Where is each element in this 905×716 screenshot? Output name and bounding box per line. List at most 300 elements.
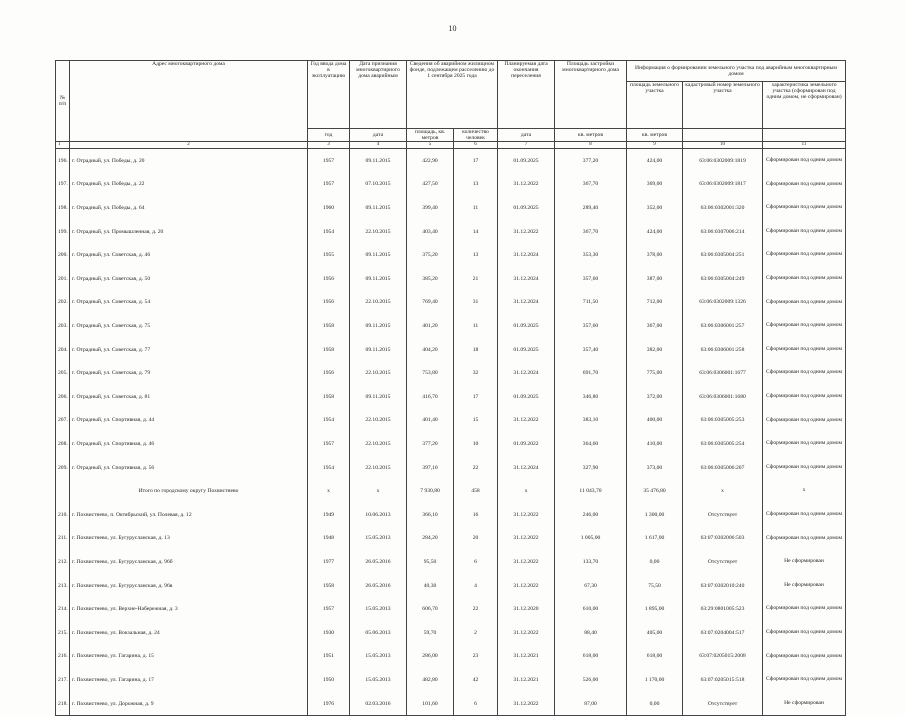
cell-address: Итого по городскому округу Похвистнево <box>70 479 308 503</box>
table-row <box>56 668 846 692</box>
cell-year-built: 1951 <box>308 645 350 669</box>
table-row <box>56 196 846 220</box>
cell-land-characteristic: Сформирован под одним домом <box>763 149 846 173</box>
cell-year-built: 1958 <box>308 385 350 409</box>
cell-address: г. Отрадный, ул. Советская, д. 54 <box>70 291 308 315</box>
cell-row-number: 218. <box>56 692 70 716</box>
cell-date-emergency: 09.11.2015 <box>350 314 407 338</box>
cell-row-number: 213. <box>56 574 70 598</box>
cell-date-emergency: 09.11.2015 <box>350 149 407 173</box>
cell-year-built: 1957 <box>308 149 350 173</box>
cell-people-count: 14 <box>454 220 498 244</box>
cell-year-built: 1956 <box>308 291 350 315</box>
colnum-3: 3 <box>308 142 350 149</box>
cell-year-built: 1958 <box>308 314 350 338</box>
cell-land-area: 712,00 <box>627 291 683 315</box>
cell-year-built: 1954 <box>308 456 350 480</box>
cell-planned-date: 01.09.2025 <box>498 314 555 338</box>
cell-address: г. Похвистнево, ул. Верхне-Набережная, д. 3 <box>70 597 308 621</box>
unit-people: количество человек <box>454 129 498 142</box>
cell-land-characteristic: Не сформирован <box>763 692 846 716</box>
cell-land-characteristic: Сформирован под одним домом <box>763 267 846 291</box>
cell-row-number: 200. <box>56 243 70 267</box>
cell-area-sqm: 606,70 <box>407 597 454 621</box>
cell-planned-date: 01.09.2025 <box>498 338 555 362</box>
unit-empty-11 <box>763 129 846 142</box>
cell-date-emergency: 09.11.2015 <box>350 243 407 267</box>
cell-land-area: 367,00 <box>627 314 683 338</box>
cell-date-emergency: 07.10.2015 <box>350 173 407 197</box>
cell-cadastral-number: 63:06:0302009:1326 <box>683 291 763 315</box>
cell-land-area: 0,00 <box>627 692 683 716</box>
cell-area-sqm: 482,80 <box>407 668 454 692</box>
cell-planned-date: 31.12.2024 <box>498 456 555 480</box>
cell-building-area: 377,20 <box>555 149 627 173</box>
colnum-7: 7 <box>498 142 555 149</box>
cell-year-built: 1950 <box>308 668 350 692</box>
cell-address: г. Отрадный, ул. Победы, д. 64 <box>70 196 308 220</box>
header-land-area: площадь земельного участка <box>627 82 683 129</box>
cell-year-built: 1954 <box>308 409 350 433</box>
table-row <box>56 550 846 574</box>
cell-people-count: 10 <box>454 432 498 456</box>
cell-people-count: 13 <box>454 243 498 267</box>
cell-year-built: 1956 <box>308 267 350 291</box>
cell-building-area: 526,00 <box>555 668 627 692</box>
cell-land-characteristic: Сформирован под одним домом <box>763 361 846 385</box>
cell-cadastral-number: 63:06:0305004:251 <box>683 243 763 267</box>
cell-building-area: 346,80 <box>555 385 627 409</box>
cell-planned-date: 31.12.2024 <box>498 243 555 267</box>
cell-address: г. Похвистнево, ул. Бугурусланская, д. 96б <box>70 550 308 574</box>
cell-address: г. Похвистнево, ул. Дорожная, д. 9 <box>70 692 308 716</box>
cell-building-area: 87,00 <box>555 692 627 716</box>
cell-address: г. Отрадный, ул. Победы, д. 22 <box>70 173 308 197</box>
cell-building-area: 711,50 <box>555 291 627 315</box>
cell-year-built: 1977 <box>308 550 350 574</box>
header-land-info: Информация о формировании земельного участка под аварийным многоквартирным домом <box>627 61 846 82</box>
header-housing-info: Сведения об аварийном жилищном фонде, подлежащем расселению до 1 сентября 2025 года <box>407 61 498 129</box>
cell-address: г. Отрадный, ул. Спортивная, д. 46 <box>70 432 308 456</box>
colnum-4: 4 <box>350 142 407 149</box>
cell-land-area: 352,00 <box>627 196 683 220</box>
cell-area-sqm: 101,60 <box>407 692 454 716</box>
cell-land-characteristic: Сформирован под одним домом <box>763 645 846 669</box>
cell-land-characteristic: Сформирован под одним домом <box>763 597 846 621</box>
cell-year-built: 1948 <box>308 527 350 551</box>
cell-row-number: 203. <box>56 314 70 338</box>
cell-area-sqm: 401,20 <box>407 314 454 338</box>
cell-row-number: 207. <box>56 409 70 433</box>
cell-year-built: 1956 <box>308 361 350 385</box>
cell-cadastral-number: Отсутствует <box>683 503 763 527</box>
header-cadastral: кадастровый номер земельного участка <box>683 82 763 129</box>
cell-land-area: 400,00 <box>627 409 683 433</box>
table-row <box>56 291 846 315</box>
cell-address: г. Отрадный, ул. Победы, д. 20 <box>70 149 308 173</box>
cell-row-number: 208. <box>56 432 70 456</box>
cell-land-characteristic: Сформирован под одним домом <box>763 314 846 338</box>
header-land-char: характеристика земельного участка (сформирован под одним домом, не сформирован) <box>763 82 846 129</box>
table-row-total <box>56 479 846 503</box>
table-row <box>56 597 846 621</box>
cell-land-characteristic: Не сформирован <box>763 574 846 598</box>
cell-land-characteristic: Сформирован под одним домом <box>763 196 846 220</box>
cell-date-emergency: 09.11.2015 <box>350 196 407 220</box>
table-row <box>56 314 846 338</box>
cell-planned-date: 31.12.2022 <box>498 621 555 645</box>
cell-planned-date: 31.12.2022 <box>498 173 555 197</box>
cell-cadastral-number: 63:06:0305005:254 <box>683 432 763 456</box>
cell-date-emergency: 22.10.2015 <box>350 409 407 433</box>
cell-building-area: 618,00 <box>555 645 627 669</box>
header-date-emergency: Дата признания многоквартирного дома аварийным <box>350 61 407 129</box>
unit-empty-10 <box>683 129 763 142</box>
cell-people-count: 11 <box>454 196 498 220</box>
table-row <box>56 361 846 385</box>
cell-cadastral-number: 63:06:0302001:320 <box>683 196 763 220</box>
column-numbers-row <box>56 142 846 149</box>
cell-row-number: 204. <box>56 338 70 362</box>
cell-cadastral-number: x <box>683 479 763 503</box>
cell-date-emergency: 22.10.2015 <box>350 291 407 315</box>
cell-land-area: 0,00 <box>627 550 683 574</box>
cell-area-sqm: 377,20 <box>407 432 454 456</box>
cell-planned-date: 31.12.2024 <box>498 291 555 315</box>
unit-sqm-2: кв. метров <box>627 129 683 142</box>
unit-area: площадь, кв. метров <box>407 129 454 142</box>
cell-row-number: 202. <box>56 291 70 315</box>
cell-date-emergency: 10.06.2013 <box>350 503 407 527</box>
cell-land-area: 424,00 <box>627 220 683 244</box>
cell-land-area: 382,00 <box>627 338 683 362</box>
cell-land-characteristic: Сформирован под одним домом <box>763 432 846 456</box>
cell-building-area: 289,40 <box>555 196 627 220</box>
cell-address: г. Похвистнево, п. Октябрьский, ул. Полевая, д. 12 <box>70 503 308 527</box>
cell-planned-date: 31.12.2022 <box>498 409 555 433</box>
cell-area-sqm: 769,40 <box>407 291 454 315</box>
unit-date-2: дата <box>498 129 555 142</box>
cell-planned-date: 31.12.2024 <box>498 361 555 385</box>
cell-people-count: 4 <box>454 574 498 598</box>
cell-row-number: 198. <box>56 196 70 220</box>
cell-people-count: 6 <box>454 692 498 716</box>
cell-address: г. Отрадный, ул. Советская, д. 75 <box>70 314 308 338</box>
cell-land-characteristic: x <box>763 479 846 503</box>
table-row <box>56 267 846 291</box>
table-row <box>56 243 846 267</box>
table-row <box>56 621 846 645</box>
cell-year-built: 1930 <box>308 621 350 645</box>
table-row <box>56 385 846 409</box>
cell-address: г. Отрадный, ул. Спортивная, д. 56 <box>70 456 308 480</box>
cell-land-area: 1 617,00 <box>627 527 683 551</box>
cell-date-emergency: 22.10.2015 <box>350 432 407 456</box>
cell-planned-date: 01.09.2025 <box>498 149 555 173</box>
cell-cadastral-number: 63:06:0302009:1817 <box>683 173 763 197</box>
unit-sqm: кв. метров <box>555 129 627 142</box>
cell-building-area: 357,60 <box>555 314 627 338</box>
cell-land-characteristic: Сформирован под одним домом <box>763 291 846 315</box>
header-year-built: Год ввода дома в эксплуатацию <box>308 61 350 129</box>
cell-planned-date: 31.12.2022 <box>498 220 555 244</box>
cell-address: г. Отрадный, ул. Советская, д. 77 <box>70 338 308 362</box>
cell-land-area: 1 170,00 <box>627 668 683 692</box>
cell-planned-date: 31.12.2022 <box>498 692 555 716</box>
cell-cadastral-number: 63:29:0801005:523 <box>683 597 763 621</box>
cell-land-characteristic: Сформирован под одним домом <box>763 338 846 362</box>
cell-planned-date: 31.12.2022 <box>498 550 555 574</box>
cell-date-emergency: 22.10.2015 <box>350 220 407 244</box>
cell-cadastral-number: 63:06:0305005:253 <box>683 409 763 433</box>
cell-cadastral-number: 63:07:0302006:503 <box>683 527 763 551</box>
cell-date-emergency: 09.11.2015 <box>350 385 407 409</box>
cell-area-sqm: 403,40 <box>407 220 454 244</box>
cell-cadastral-number: Отсутствует <box>683 550 763 574</box>
cell-address: г. Похвистнево, ул. Бугурусланская, д. 13 <box>70 527 308 551</box>
cell-building-area: 246,00 <box>555 503 627 527</box>
cell-building-area: 11 043,70 <box>555 479 627 503</box>
cell-building-area: 691,70 <box>555 361 627 385</box>
cell-people-count: 17 <box>454 385 498 409</box>
cell-address: г. Отрадный, ул. Советская, д. 81 <box>70 385 308 409</box>
cell-date-emergency: 15.05.2013 <box>350 645 407 669</box>
cell-land-characteristic: Сформирован под одним домом <box>763 621 846 645</box>
cell-year-built: 1955 <box>308 243 350 267</box>
cell-area-sqm: 286,00 <box>407 645 454 669</box>
cell-area-sqm: 399,40 <box>407 196 454 220</box>
cell-area-sqm: 284,20 <box>407 527 454 551</box>
cell-date-emergency: 09.11.2015 <box>350 338 407 362</box>
cell-land-area: 775,00 <box>627 361 683 385</box>
unit-year: год <box>308 129 350 142</box>
cell-building-area: 364,60 <box>555 432 627 456</box>
cell-address: г. Похвистнево, ул. Бугурусланская, д. 96в <box>70 574 308 598</box>
cell-building-area: 367,70 <box>555 220 627 244</box>
table-row <box>56 173 846 197</box>
cell-planned-date: 31.12.2022 <box>498 503 555 527</box>
cell-planned-date: 31.12.2022 <box>498 574 555 598</box>
cell-cadastral-number: 63:07:0205015:518 <box>683 668 763 692</box>
table-row <box>56 220 846 244</box>
table-row <box>56 409 846 433</box>
cell-date-emergency: 15.05.2013 <box>350 527 407 551</box>
cell-planned-date: 01.09.2025 <box>498 385 555 409</box>
table-row <box>56 432 846 456</box>
cell-people-count: 31 <box>454 291 498 315</box>
cell-row-number <box>56 479 70 503</box>
header-address: Адрес многоквартирного дома <box>70 61 308 142</box>
cell-building-area: 383,10 <box>555 409 627 433</box>
cell-planned-date: 31.12.2020 <box>498 597 555 621</box>
cell-address: г. Отрадный, ул. Советская, д. 79 <box>70 361 308 385</box>
cell-date-emergency: 09.11.2015 <box>350 267 407 291</box>
cell-planned-date: 01.09.2022 <box>498 432 555 456</box>
cell-date-emergency: 22.10.2015 <box>350 361 407 385</box>
cell-land-area: 618,00 <box>627 645 683 669</box>
cell-land-characteristic: Сформирован под одним домом <box>763 503 846 527</box>
cell-area-sqm: 427,50 <box>407 173 454 197</box>
cell-land-characteristic: Сформирован под одним домом <box>763 456 846 480</box>
table-header <box>56 61 846 149</box>
cell-people-count: 22 <box>454 456 498 480</box>
table-row <box>56 645 846 669</box>
cell-area-sqm: 404,20 <box>407 338 454 362</box>
cell-land-characteristic: Сформирован под одним домом <box>763 385 846 409</box>
cell-land-characteristic: Сформирован под одним домом <box>763 668 846 692</box>
cell-people-count: 16 <box>454 503 498 527</box>
cell-cadastral-number: 63:06:0306001:257 <box>683 314 763 338</box>
cell-people-count: 2 <box>454 621 498 645</box>
cell-row-number: 210. <box>56 503 70 527</box>
cell-building-area: 133,70 <box>555 550 627 574</box>
cell-cadastral-number: 63:06:0302009:1819 <box>683 149 763 173</box>
cell-planned-date: 31.12.2021 <box>498 668 555 692</box>
cell-building-area: 610,00 <box>555 597 627 621</box>
cell-land-characteristic: Сформирован под одним домом <box>763 243 846 267</box>
colnum-11: 11 <box>763 142 846 149</box>
cell-cadastral-number: Отсутствует <box>683 692 763 716</box>
cell-land-area: 1 300,00 <box>627 503 683 527</box>
cell-year-built: 1957 <box>308 597 350 621</box>
cell-planned-date: 01.09.2025 <box>498 196 555 220</box>
cell-building-area: 357,40 <box>555 338 627 362</box>
table-row <box>56 527 846 551</box>
cell-area-sqm: 366,10 <box>407 503 454 527</box>
table-row <box>56 574 846 598</box>
cell-cadastral-number: 63:06:0305006:207 <box>683 456 763 480</box>
cell-row-number: 197. <box>56 173 70 197</box>
table-body <box>56 149 846 716</box>
cell-planned-date: 31.12.2021 <box>498 645 555 669</box>
cell-date-emergency: 26.05.2016 <box>350 574 407 598</box>
cell-year-built: 1976 <box>308 692 350 716</box>
cell-area-sqm: 59,70 <box>407 621 454 645</box>
cell-area-sqm: 385,20 <box>407 267 454 291</box>
cell-land-area: 387,00 <box>627 267 683 291</box>
cell-land-area: 378,00 <box>627 243 683 267</box>
cell-people-count: 20 <box>454 527 498 551</box>
cell-cadastral-number: 63:06:0305004:249 <box>683 267 763 291</box>
cell-land-characteristic: Сформирован под одним домом <box>763 173 846 197</box>
cell-address: г. Похвистнево, ул. Гагарина, д. 17 <box>70 668 308 692</box>
cell-area-sqm: 753,80 <box>407 361 454 385</box>
table-row <box>56 692 846 716</box>
cell-area-sqm: 40,30 <box>407 574 454 598</box>
cell-area-sqm: 397,10 <box>407 456 454 480</box>
cell-row-number: 206. <box>56 385 70 409</box>
cell-year-built: 1958 <box>308 338 350 362</box>
cell-cadastral-number: 63:07:0302010:240 <box>683 574 763 598</box>
cell-people-count: 18 <box>454 338 498 362</box>
cell-building-area: 88,40 <box>555 621 627 645</box>
cell-date-emergency: 15.05.2013 <box>350 668 407 692</box>
cell-row-number: 201. <box>56 267 70 291</box>
cell-address: г. Отрадный, ул. Промышленная, д. 20 <box>70 220 308 244</box>
cell-area-sqm: 7 930,80 <box>407 479 454 503</box>
table-row <box>56 338 846 362</box>
cell-year-built: 1957 <box>308 173 350 197</box>
cell-people-count: 458 <box>454 479 498 503</box>
cell-people-count: 42 <box>454 668 498 692</box>
cell-planned-date: 31.12.2022 <box>498 527 555 551</box>
cell-date-emergency: x <box>350 479 407 503</box>
cell-people-count: 32 <box>454 361 498 385</box>
cell-land-area: 372,00 <box>627 385 683 409</box>
cell-land-area: 1 895,00 <box>627 597 683 621</box>
header-no: № п/п <box>56 61 70 142</box>
colnum-5: 5 <box>407 142 454 149</box>
cell-row-number: 212. <box>56 550 70 574</box>
cell-row-number: 217. <box>56 668 70 692</box>
cell-people-count: 11 <box>454 314 498 338</box>
cell-people-count: 13 <box>454 173 498 197</box>
cell-year-built: 1958 <box>308 574 350 598</box>
cell-cadastral-number: 63:06:0306001:1677 <box>683 361 763 385</box>
cell-building-area: 353,30 <box>555 243 627 267</box>
page-number: 10 <box>448 24 457 33</box>
cell-address: г. Отрадный, ул. Советская, д. 46 <box>70 243 308 267</box>
colnum-10: 10 <box>683 142 763 149</box>
cell-land-area: 405,00 <box>627 621 683 645</box>
cell-cadastral-number: 63:06:0307006:214 <box>683 220 763 244</box>
cell-date-emergency: 22.10.2015 <box>350 456 407 480</box>
header-building-area: Площадь застройки многоквартирного дома <box>555 61 627 129</box>
cell-row-number: 215. <box>56 621 70 645</box>
cell-land-characteristic: Сформирован под одним домом <box>763 220 846 244</box>
cell-address: г. Похвистнево, ул. Гагарина, д. 15 <box>70 645 308 669</box>
cell-row-number: 216. <box>56 645 70 669</box>
cell-people-count: 22 <box>454 597 498 621</box>
unit-date: дата <box>350 129 407 142</box>
cell-land-area: 75,50 <box>627 574 683 598</box>
cell-cadastral-number: 63:06:0306001:1680 <box>683 385 763 409</box>
cell-year-built: x <box>308 479 350 503</box>
cell-row-number: 214. <box>56 597 70 621</box>
colnum-8: 8 <box>555 142 627 149</box>
cell-land-area: 369,00 <box>627 173 683 197</box>
cell-row-number: 211. <box>56 527 70 551</box>
table-row <box>56 456 846 480</box>
cell-cadastral-number: 63:07:0204004:517 <box>683 621 763 645</box>
cell-row-number: 209. <box>56 456 70 480</box>
cell-land-characteristic: Не сформирован <box>763 550 846 574</box>
cell-year-built: 1960 <box>308 196 350 220</box>
cell-year-built: 1957 <box>308 432 350 456</box>
housing-register-table <box>55 60 846 716</box>
cell-land-characteristic: Сформирован под одним домом <box>763 527 846 551</box>
cell-address: г. Отрадный, ул. Советская, д. 50 <box>70 267 308 291</box>
cell-cadastral-number: 63:06:0306001:258 <box>683 338 763 362</box>
cell-people-count: 21 <box>454 267 498 291</box>
cell-building-area: 327,90 <box>555 456 627 480</box>
cell-people-count: 23 <box>454 645 498 669</box>
colnum-2: 2 <box>70 142 308 149</box>
cell-date-emergency: 02.03.2016 <box>350 692 407 716</box>
cell-land-characteristic: Сформирован под одним домом <box>763 409 846 433</box>
colnum-1: 1 <box>56 142 70 149</box>
cell-land-area: 35 476,80 <box>627 479 683 503</box>
cell-area-sqm: 401,40 <box>407 409 454 433</box>
cell-building-area: 357,60 <box>555 267 627 291</box>
cell-row-number: 199. <box>56 220 70 244</box>
table-row <box>56 503 846 527</box>
cell-address: г. Похвистнево, ул. Вокзальная, д. 24 <box>70 621 308 645</box>
table-row <box>56 149 846 173</box>
cell-date-emergency: 26.05.2016 <box>350 550 407 574</box>
colnum-6: 6 <box>454 142 498 149</box>
cell-land-area: 424,00 <box>627 149 683 173</box>
